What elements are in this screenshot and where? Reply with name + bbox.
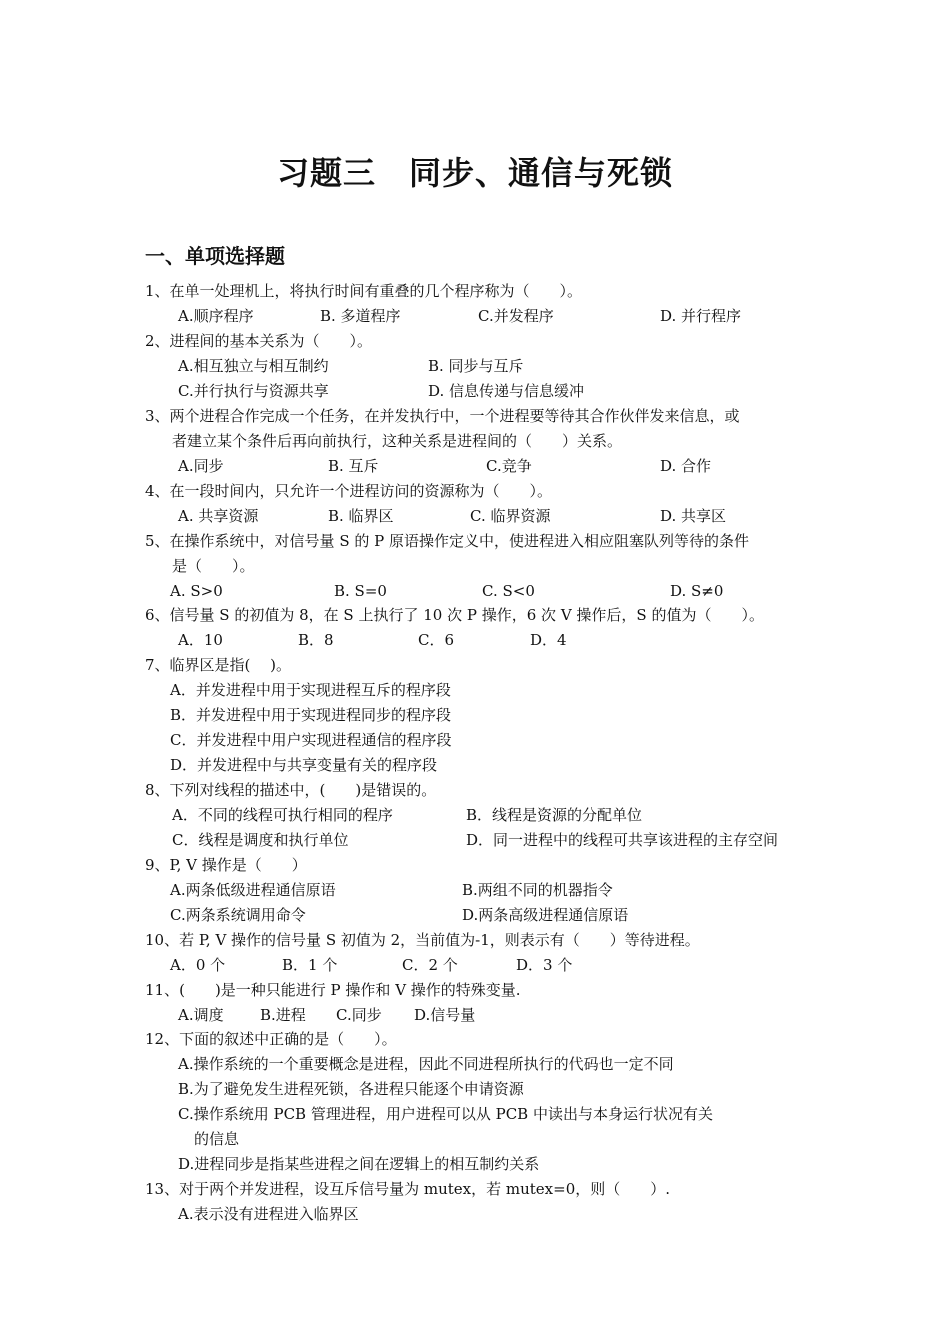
option-d: D. 信息传递与信息缓冲: [428, 382, 585, 400]
question-stem: 6、信号量 S 的初值为 8，在 S 上执行了 10 次 P 操作，6 次 V 操作后，S 的值为（ ）。: [145, 606, 764, 624]
question-stem: 9、P, V 操作是（ ）: [145, 856, 307, 874]
option-a: A．0 个: [170, 956, 226, 974]
option-c: C．线程是调度和执行单位: [172, 831, 349, 849]
option-c: C. 临界资源: [470, 507, 551, 525]
option-a: A.顺序程序: [178, 307, 254, 325]
question-stem: 11、( )是一种只能进行 P 操作和 V 操作的特殊变量.: [145, 981, 521, 999]
option-d: D．4: [530, 631, 567, 649]
question-stem-cont: 是（ ）。: [172, 557, 255, 575]
question-stem: 2、进程间的基本关系为（ ）。: [145, 332, 373, 350]
question-stem-cont: 者建立某个条件后再向前执行，这种关系是进程间的（ ）关系。: [172, 432, 623, 450]
option-b: B．并发进程中用于实现进程同步的程序段: [170, 706, 452, 724]
option-c-cont: 的信息: [194, 1130, 240, 1148]
option-a: A．不同的线程可执行相同的程序: [172, 806, 393, 824]
option-c: C．并发进程中用户实现进程通信的程序段: [170, 731, 452, 749]
question-stem: 12、下面的叙述中正确的是（ ）。: [145, 1030, 397, 1048]
option-c: C．2 个: [402, 956, 458, 974]
option-a: A.调度: [178, 1006, 224, 1024]
option-a: A．10: [178, 631, 223, 649]
question-stem: 13、对于两个并发进程，设互斥信号量为 mutex，若 mutex=0，则（ ）.: [145, 1180, 671, 1198]
option-b: B. 互斥: [328, 457, 379, 475]
option-b: B. 临界区: [328, 507, 394, 525]
option-a: A．并发进程中用于实现进程互斥的程序段: [170, 681, 451, 699]
option-d: D.两条高级进程通信原语: [462, 906, 629, 924]
option-d: D. 共享区: [660, 507, 727, 525]
option-c: C．6: [418, 631, 455, 649]
option-d: D. S≠0: [670, 582, 724, 600]
option-b: B. 多道程序: [320, 307, 401, 325]
option-c: C.竞争: [486, 457, 532, 475]
option-a: A.操作系统的一个重要概念是进程，因此不同进程所执行的代码也一定不同: [178, 1055, 674, 1073]
option-a: A.两条低级进程通信原语: [170, 881, 336, 899]
section-title: 一、单项选择题: [145, 244, 285, 268]
option-a: A.同步: [178, 457, 224, 475]
question-stem: 8、下列对线程的描述中，( )是错误的。: [145, 781, 437, 799]
option-b: B.进程: [260, 1006, 306, 1024]
option-c: C.操作系统用 PCB 管理进程，用户进程可以从 PCB 中读出与本身运行状况有关: [178, 1105, 713, 1123]
option-a: A.相互独立与相互制约: [178, 357, 329, 375]
option-d: D.进程同步是指某些进程之间在逻辑上的相互制约关系: [178, 1155, 540, 1173]
option-b: B.为了避免发生进程死锁，各进程只能逐个申请资源: [178, 1080, 524, 1098]
option-d: D. 并行程序: [660, 307, 742, 325]
question-stem: 4、在一段时间内，只允许一个进程访问的资源称为（ ）。: [145, 482, 553, 500]
option-d: D．3 个: [516, 956, 573, 974]
option-b: B．8: [298, 631, 334, 649]
question-stem: 1、在单一处理机上，将执行时间有重叠的几个程序称为（ ）。: [145, 282, 583, 300]
question-stem: 3、两个进程合作完成一个任务，在并发执行中，一个进程要等待其合作伙伴发来信息，或: [145, 407, 740, 425]
option-d: D. 合作: [660, 457, 712, 475]
option-d: D．同一进程中的线程可共享该进程的主存空间: [466, 831, 779, 849]
option-c: C.两条系统调用命令: [170, 906, 306, 924]
option-c: C.并发程序: [478, 307, 554, 325]
option-d: D．并发进程中与共享变量有关的程序段: [170, 756, 438, 774]
option-a: A. S>0: [170, 582, 223, 600]
question-stem: 5、在操作系统中，对信号量 S 的 P 原语操作定义中，使进程进入相应阻塞队列等待的条件: [145, 532, 749, 550]
page-title: 习题三 同步、通信与死锁: [276, 154, 673, 192]
question-stem: 7、临界区是指( )。: [145, 656, 292, 674]
option-c: C.同步: [336, 1006, 382, 1024]
option-a: A. 共享资源: [178, 507, 259, 525]
option-b: B.两组不同的机器指令: [462, 881, 613, 899]
option-b: B．1 个: [282, 956, 338, 974]
question-stem: 10、若 P, V 操作的信号量 S 初值为 2，当前值为-1，则表示有（ ）等待进程。: [145, 931, 700, 949]
option-a: A.表示没有进程进入临界区: [178, 1205, 359, 1223]
option-b: B. 同步与互斥: [428, 357, 524, 375]
option-c: C. S<0: [482, 582, 535, 600]
option-c: C.并行执行与资源共享: [178, 382, 329, 400]
option-b: B. S=0: [334, 582, 387, 600]
option-b: B．线程是资源的分配单位: [466, 806, 643, 824]
option-d: D.信号量: [414, 1006, 476, 1024]
